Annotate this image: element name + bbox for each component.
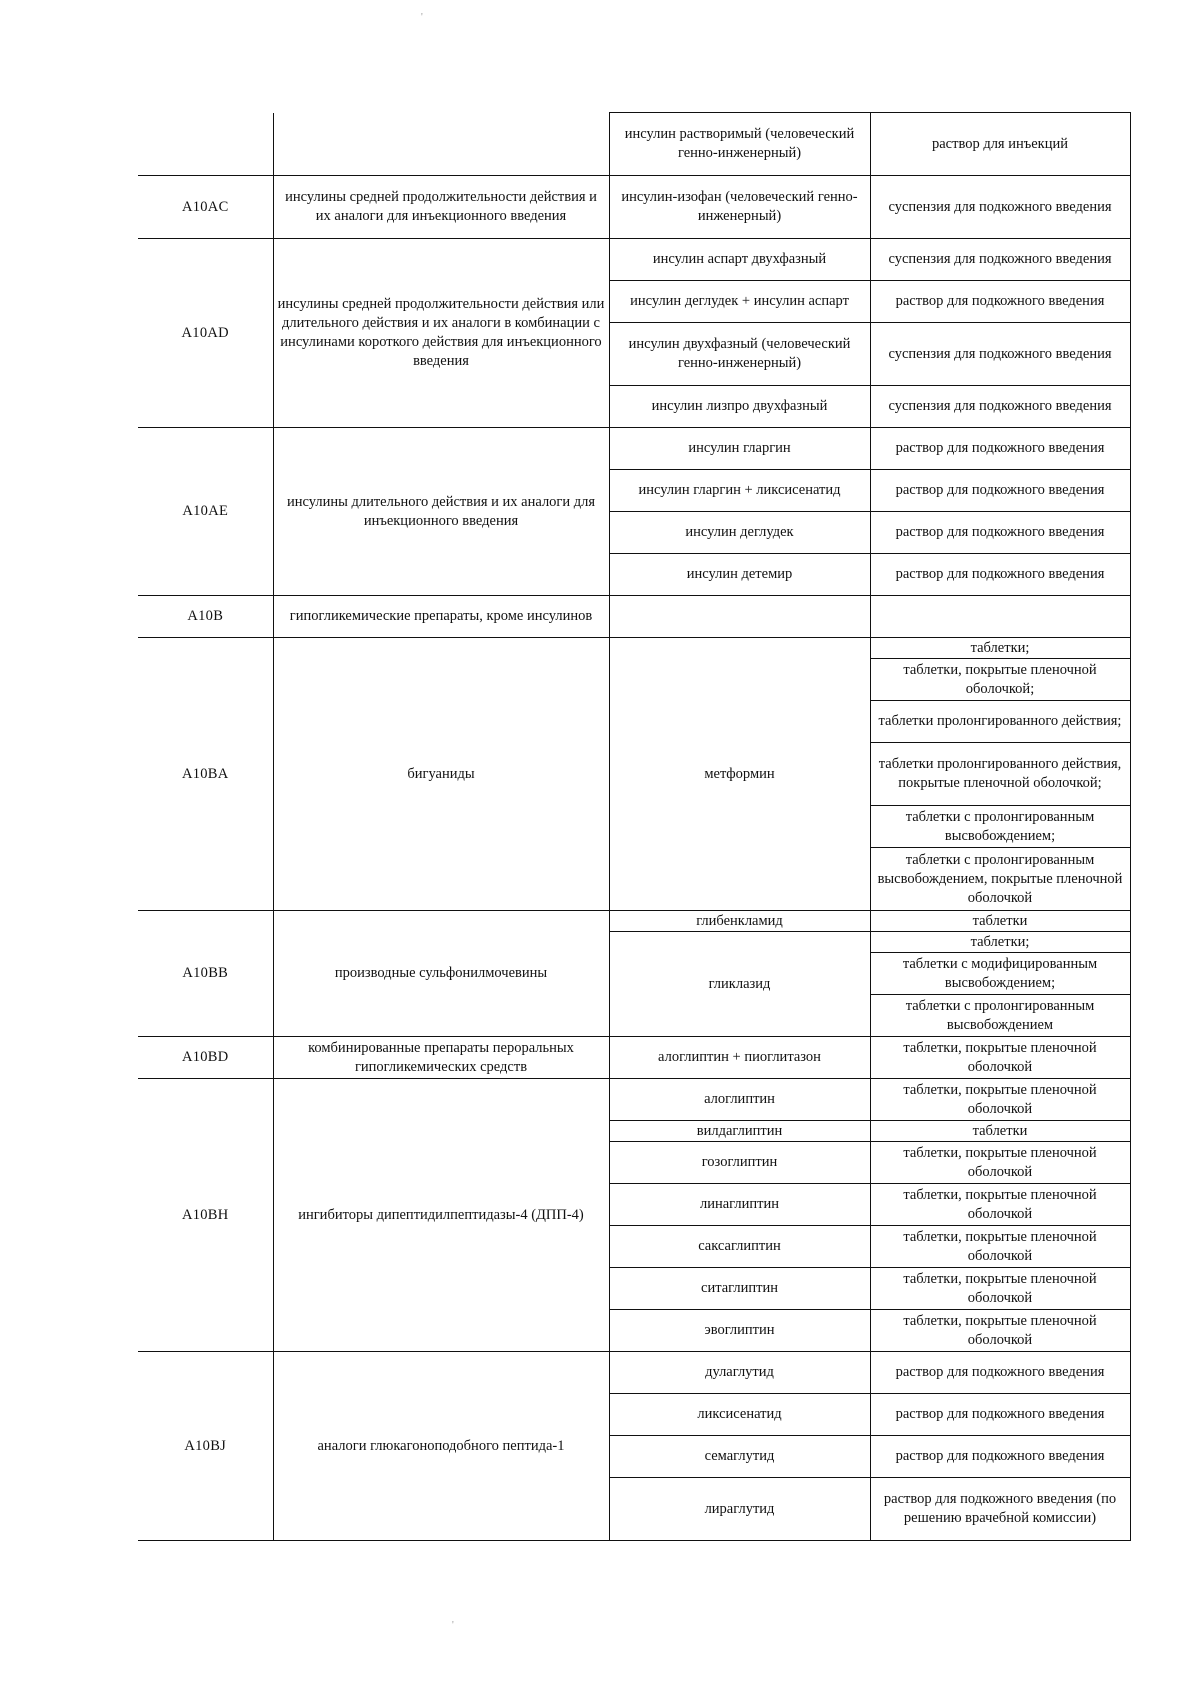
drug-name-cell [609, 596, 870, 638]
group-cell: комбинированные препараты пероральных гипогликемических средств [273, 1037, 609, 1079]
dosage-form-cell: раствор для подкожного введения [870, 1436, 1130, 1478]
dosage-form-cell: таблетки, покрытые пленочной оболочкой [870, 1226, 1130, 1268]
table-row [138, 1079, 1130, 1121]
atc-code-cell: A10BJ [138, 1352, 273, 1541]
group-cell: производные сульфонилмочевины [273, 911, 609, 1037]
dosage-form-cell: таблетки, покрытые пленочной оболочкой [870, 1079, 1130, 1121]
group-cell: инсулины средней продолжительности действия или длительного действия и их аналоги в комбинации с инсулинами короткого действия для инъекционного введения [273, 239, 609, 428]
dosage-form-cell: таблетки [870, 1121, 1130, 1142]
drug-name-cell: алоглиптин [609, 1079, 870, 1121]
atc-code-cell [138, 113, 273, 176]
scan-speck: ' [452, 1620, 454, 1631]
dosage-form-cell: раствор для подкожного введения [870, 1352, 1130, 1394]
group-cell: ингибиторы дипептидилпептидазы-4 (ДПП-4) [273, 1079, 609, 1352]
scan-speck: ' [421, 12, 423, 23]
dosage-form-cell: таблетки, покрытые пленочной оболочкой [870, 1142, 1130, 1184]
table-row [138, 1037, 1130, 1079]
dosage-form-cell: раствор для подкожного введения [870, 470, 1130, 512]
dosage-form-cell: таблетки с пролонгированным высвобождением; [870, 806, 1130, 848]
dosage-form-cell: таблетки пролонгированного действия; [870, 701, 1130, 743]
drug-name-cell: вилдаглиптин [609, 1121, 870, 1142]
dosage-form-cell: суспензия для подкожного введения [870, 386, 1130, 428]
drug-name-cell: линаглиптин [609, 1184, 870, 1226]
atc-code-cell: A10B [138, 596, 273, 638]
dosage-form-cell: таблетки с пролонгированным высвобождением [870, 995, 1130, 1037]
table-row [138, 113, 1130, 176]
atc-code-cell: A10AD [138, 239, 273, 428]
drug-name-cell: семаглутид [609, 1436, 870, 1478]
table-row [138, 638, 1130, 659]
group-cell [273, 113, 609, 176]
drug-name-cell: саксаглиптин [609, 1226, 870, 1268]
group-cell: инсулины средней продолжительности действия и их аналоги для инъекционного введения [273, 176, 609, 239]
dosage-form-cell: таблетки, покрытые пленочной оболочкой [870, 1310, 1130, 1352]
dosage-form-cell: суспензия для подкожного введения [870, 239, 1130, 281]
table-row [138, 596, 1130, 638]
atc-code-cell: A10BH [138, 1079, 273, 1352]
dosage-form-cell: раствор для подкожного введения (по решению врачебной комиссии) [870, 1478, 1130, 1541]
drug-name-cell: инсулин деглудек [609, 512, 870, 554]
drug-name-cell: инсулин растворимый (человеческий генно-инженерный) [609, 113, 870, 176]
dosage-form-cell: раствор для подкожного введения [870, 554, 1130, 596]
dosage-form-cell: таблетки, покрытые пленочной оболочкой [870, 1037, 1130, 1079]
table-row [138, 239, 1130, 281]
group-cell: инсулины длительного действия и их аналоги для инъекционного введения [273, 428, 609, 596]
atc-code-cell: A10BB [138, 911, 273, 1037]
drug-name-cell: метформин [609, 638, 870, 911]
dosage-form-cell: раствор для подкожного введения [870, 512, 1130, 554]
table-row [138, 428, 1130, 470]
dosage-form-cell: таблетки с пролонгированным высвобождением, покрытые пленочной оболочкой [870, 848, 1130, 911]
table-row [138, 1352, 1130, 1394]
drug-name-cell: лираглутид [609, 1478, 870, 1541]
dosage-form-cell: таблетки пролонгированного действия, покрытые пленочной оболочкой; [870, 743, 1130, 806]
drug-name-cell: эвоглиптин [609, 1310, 870, 1352]
drug-name-cell: инсулин детемир [609, 554, 870, 596]
dosage-form-cell: таблетки, покрытые пленочной оболочкой [870, 1268, 1130, 1310]
drug-name-cell: инсулин двухфазный (человеческий генно-инженерный) [609, 323, 870, 386]
drug-name-cell: инсулин-изофан (человеческий генно-инженерный) [609, 176, 870, 239]
atc-code-cell: A10AE [138, 428, 273, 596]
drug-name-cell: гликлазид [609, 932, 870, 1037]
dosage-form-cell: таблетки, покрытые пленочной оболочкой [870, 1184, 1130, 1226]
dosage-form-cell: таблетки [870, 911, 1130, 932]
atc-code-cell: A10BD [138, 1037, 273, 1079]
dosage-form-cell [870, 596, 1130, 638]
drug-name-cell: дулаглутид [609, 1352, 870, 1394]
drug-name-cell: инсулин деглудек + инсулин аспарт [609, 281, 870, 323]
drug-name-cell: ликсисенатид [609, 1394, 870, 1436]
group-cell: гипогликемические препараты, кроме инсулинов [273, 596, 609, 638]
dosage-form-cell: суспензия для подкожного введения [870, 176, 1130, 239]
dosage-form-cell: таблетки; [870, 932, 1130, 953]
drug-name-cell: ситаглиптин [609, 1268, 870, 1310]
dosage-form-cell: раствор для инъекций [870, 113, 1130, 176]
drug-name-cell: инсулин аспарт двухфазный [609, 239, 870, 281]
table-row [138, 911, 1130, 932]
group-cell: аналоги глюкагоноподобного пептида-1 [273, 1352, 609, 1541]
table-row [138, 176, 1130, 239]
dosage-form-cell: таблетки; [870, 638, 1130, 659]
dosage-form-cell: раствор для подкожного введения [870, 281, 1130, 323]
group-cell: бигуаниды [273, 638, 609, 911]
dosage-form-cell: таблетки с модифицированным высвобождением; [870, 953, 1130, 995]
drug-list-table [138, 112, 1131, 1541]
atc-code-cell: A10BA [138, 638, 273, 911]
drug-name-cell: инсулин гларгин [609, 428, 870, 470]
drug-name-cell: инсулин гларгин + ликсисенатид [609, 470, 870, 512]
dosage-form-cell: раствор для подкожного введения [870, 1394, 1130, 1436]
drug-name-cell: гозоглиптин [609, 1142, 870, 1184]
drug-name-cell: глибенкламид [609, 911, 870, 932]
atc-code-cell: A10AC [138, 176, 273, 239]
drug-name-cell: инсулин лизпро двухфазный [609, 386, 870, 428]
dosage-form-cell: таблетки, покрытые пленочной оболочкой; [870, 659, 1130, 701]
dosage-form-cell: раствор для подкожного введения [870, 428, 1130, 470]
dosage-form-cell: суспензия для подкожного введения [870, 323, 1130, 386]
drug-name-cell: алоглиптин + пиоглитазон [609, 1037, 870, 1079]
